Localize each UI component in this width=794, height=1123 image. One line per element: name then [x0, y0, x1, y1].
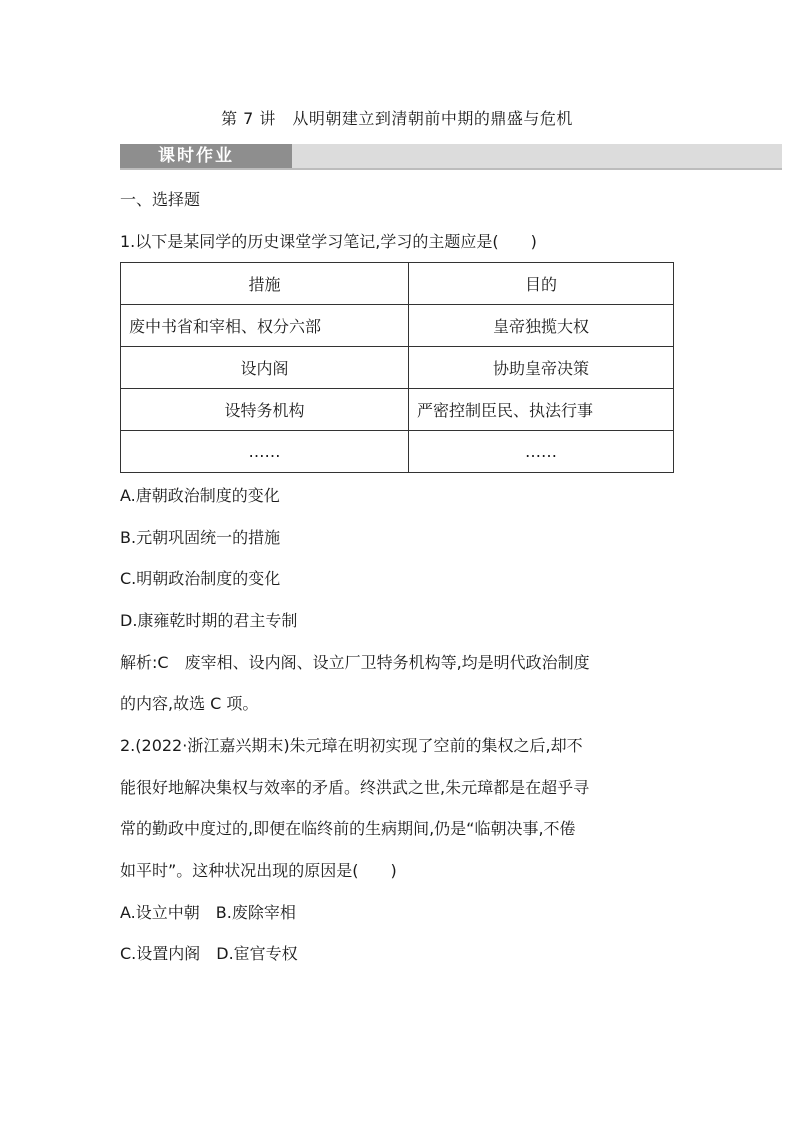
- table-cell: 皇帝独揽大权: [409, 305, 674, 347]
- table-cell: 设内阁: [121, 347, 409, 389]
- table-cell: 严密控制臣民、执法行事: [409, 389, 674, 431]
- table-row: [121, 347, 674, 389]
- question-1-table: [120, 262, 674, 473]
- table-header-cell: 措施: [121, 263, 409, 305]
- question-1-option-c: C.明朝政治制度的变化: [120, 569, 281, 588]
- question-1-option-d: D.康雍乾时期的君主专制: [120, 611, 298, 630]
- table-row: [121, 431, 674, 473]
- question-2-options-row-1: A.设立中朝 B.废除宰相: [120, 903, 296, 922]
- question-1-analysis-line-1: 解析:C 废宰相、设内阁、设立厂卫特务机构等,均是明代政治制度: [120, 653, 590, 672]
- section-heading: 一、选择题: [120, 190, 201, 209]
- table-cell: ……: [121, 431, 409, 473]
- question-1-analysis-line-2: 的内容,故选 C 项。: [120, 694, 259, 713]
- table-cell: 协助皇帝决策: [409, 347, 674, 389]
- question-2-line-1: 2.(2022·浙江嘉兴期末)朱元璋在明初实现了空前的集权之后,却不: [120, 736, 583, 755]
- question-2-line-2: 能很好地解决集权与效率的矛盾。终洪武之世,朱元璋都是在超乎寻: [120, 778, 590, 797]
- table-row: [121, 305, 674, 347]
- question-2-line-4: 如平时”。这种状况出现的原因是( ): [120, 861, 397, 880]
- page-title: 第 7 讲 从明朝建立到清朝前中期的鼎盛与危机: [221, 109, 573, 128]
- question-1-option-a: A.唐朝政治制度的变化: [120, 486, 280, 505]
- table-cell: ……: [409, 431, 674, 473]
- table-cell: 设特务机构: [121, 389, 409, 431]
- table-row: [121, 389, 674, 431]
- table-cell: 废中书省和宰相、权分六部: [121, 305, 409, 347]
- question-2-line-3: 常的勤政中度过的,即便在临终前的生病期间,仍是“临朝决事,不倦: [120, 819, 576, 838]
- question-1-stem: 1.以下是某同学的历史课堂学习笔记,学习的主题应是( ): [120, 232, 537, 251]
- table-header-cell: 目的: [409, 263, 674, 305]
- section-header-underline: [120, 168, 782, 170]
- question-2-options-row-2: C.设置内阁 D.宦官专权: [120, 944, 298, 963]
- question-1-option-b: B.元朝巩固统一的措施: [120, 528, 281, 547]
- table-header-row: [121, 263, 674, 305]
- section-label: 课时作业: [120, 144, 292, 168]
